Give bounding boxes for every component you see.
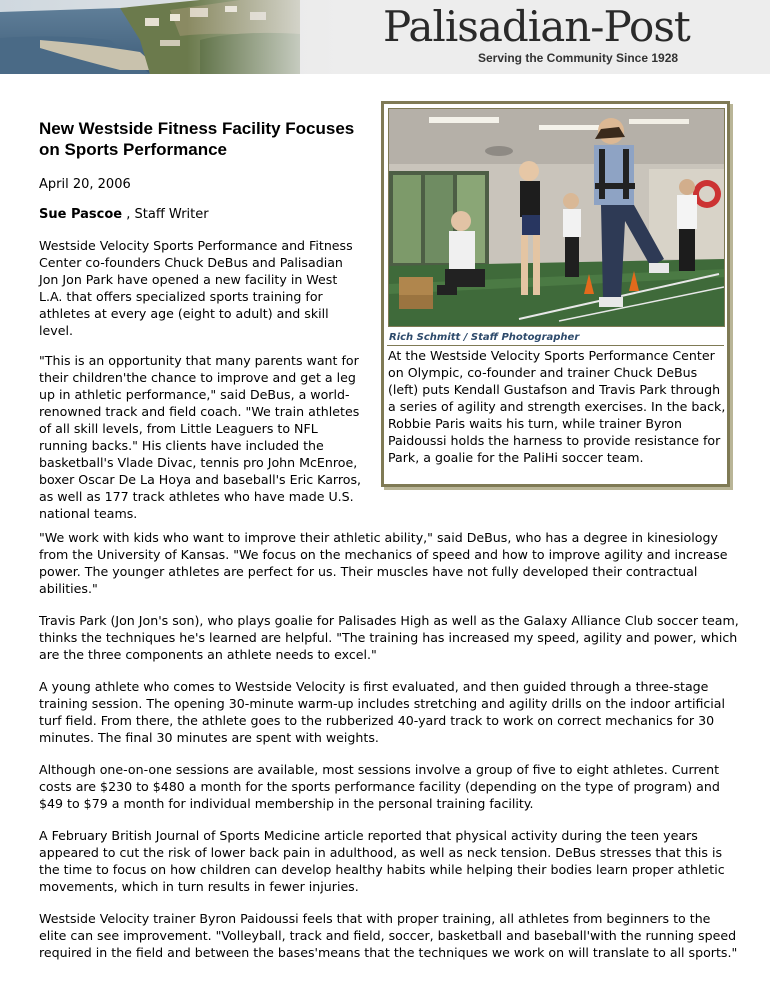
- newspaper-tagline: Serving the Community Since 1928: [478, 51, 679, 65]
- training-gym-image: [389, 109, 725, 327]
- article-body-full: [39, 529, 739, 976]
- author-role: , Staff Writer: [126, 207, 209, 222]
- article-paragraph: A February British Journal of Sports Medicine article reported that physical activity during the teen years appeared to cut the risk of lower back pain in adulthood, as well as neck tension. DeBus stresses that this is the time to focus on how children can develop healthy habits while helping their bodies learn proper athletic movements, which in turn results in fewer injuries.: [39, 828, 725, 894]
- photo-caption: At the Westside Velocity Sports Performance Center on Olympic, co-founder and trainer Chuck DeBus (left) puts Kendall Gustafson and Travis Park through a series of agility and strength exercises. In the back, Robbie Paris waits his turn, while trainer Byron Paidoussi holds the harness to provide resistance for Park, a goalie for the PaliHi soccer team.: [388, 348, 726, 465]
- article-paragraph: Westside Velocity Sports Performance and Fitness Center co-founders Chuck DeBus and Palisadian Jon Jon Park have opened a new facility in West L.A. that offers specialized sports training for athletes at every age (eight to adult) and skill level.: [39, 238, 353, 338]
- article-paragraph: A young athlete who comes to Westside Velocity is first evaluated, and then guided through a three-stage training session. The opening 30-minute warm-up includes stretching and agility drills on the indoor artificial turf field. From there, the athlete goes to the rubberized 40-yard track to work on correct mechanics for 30 minutes. The final 30 minutes are spent with weights.: [39, 679, 726, 745]
- photo-box: [381, 101, 730, 487]
- newspaper-name: Palisadian-Post: [383, 2, 690, 51]
- credit-divider: [387, 345, 724, 346]
- byline: [39, 207, 209, 222]
- coastline-banner-image: [0, 0, 340, 74]
- article-paragraph: Westside Velocity trainer Byron Paidoussi feels that with proper training, all athletes from beginners to the elite can see improvement. "Volleyball, track and field, soccer, basketball and baseball'with the running speed required in the field and between the bases'means that the techniques we work on will translate to all sports.": [39, 911, 738, 960]
- article-paragraph: Although one-on-one sessions are available, most sessions involve a group of five to eight athletes. Current costs are $230 to $480 a month for the sports performance facility (depending on the type of program) and $49 to $79 a month for individual membership in the personal training facility.: [39, 762, 720, 811]
- photo-credit: Rich Schmitt / Staff Photographer: [389, 332, 580, 343]
- article-paragraph: Travis Park (Jon Jon's son), who plays goalie for Palisades High as well as the Galaxy Alliance Club soccer team, thinks the techniques he's learned are helpful. "The training has increased my speed, agility and power, which are the three components an athlete needs to excel.": [39, 613, 739, 662]
- article-paragraph: "This is an opportunity that many parents want for their children'the chance to improve and get a leg up in athletic performance," said DeBus, a world-renowned track and field coach. "We train athletes of all skill levels, from Little Leaguers to NFL running backs." His clients have included the basketball's Vlade Divac, tennis pro John McEnroe, boxer Oscar De La Hoya and baseball's Eric Karros, as well as 177 track athletes who have made U.S. national teams.: [39, 353, 362, 521]
- article-paragraph: "We work with kids who want to improve their athletic ability," said DeBus, who has a degree in kinesiology from the University of Kansas. "We focus on the mechanics of speed and how to improve agility and increase power. The younger athletes are perfect for us. Their muscles have not fully developed their contractual abilities.": [39, 530, 728, 596]
- article-photo: [388, 108, 725, 327]
- article-body-column: [39, 237, 364, 535]
- article-date: April 20, 2006: [39, 177, 131, 192]
- masthead: [0, 0, 770, 74]
- article-headline: New Westside Fitness Facility Focuses on Sports Performance: [39, 119, 355, 159]
- author-name: Sue Pascoe: [39, 207, 123, 222]
